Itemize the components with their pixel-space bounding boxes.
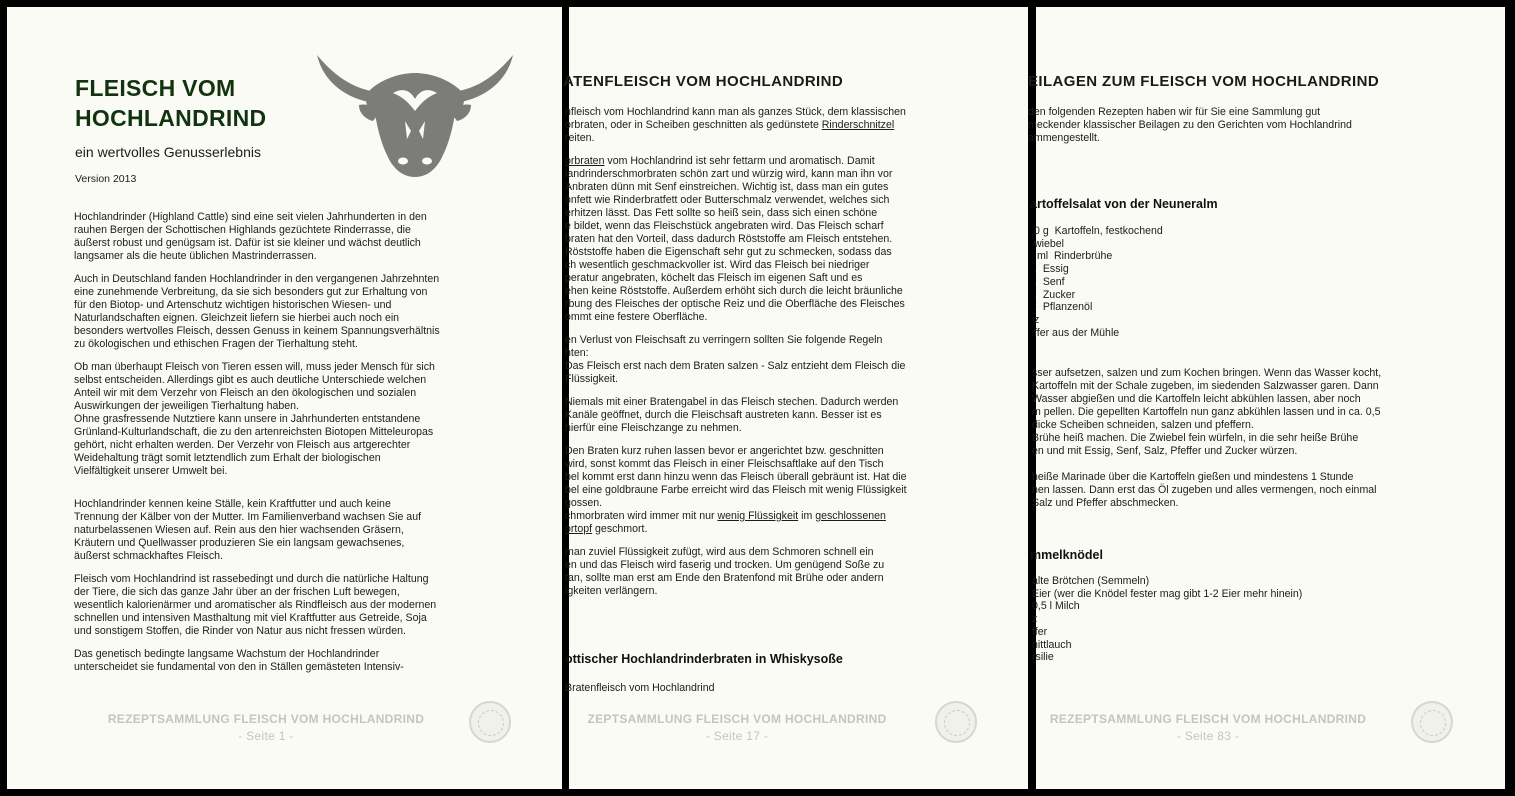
highland-cattle-head-icon bbox=[315, 47, 515, 182]
paragraph: man zuviel Flüssigkeit zufügt, wird aus dem Schmoren schnell ein en und das Fleisch wird faserig und trocken. Um genügend Soße zu tan, sollte man erst am Ende den Bratenfond mit Brühe oder andern igkeiten verlängern. bbox=[565, 546, 885, 597]
paragraph: Hochlandrinder kennen keine Ställe, kein Kraftfutter und auch keine Trennung der Kälber von der Mutter. Im Familienverband wachsen Sie auf naturbelassenen Wiesen auf. Rein aus den hier wachsenden Gräsern, Kräutern und Quellwasser produzieren Sie ein langsam gewachsenes, äußerst schmackhaftes Fleisch. bbox=[74, 498, 422, 562]
document-page-17 bbox=[563, 7, 1028, 789]
footer-page-number: - Seite 17 - bbox=[705, 729, 769, 743]
paragraph: Auch in Deutschland fanden Hochlandrinder in den vergangenen Jahrzehnten eine zunehmende Verbreitung, da sie sich besonders gut zur Erhaltung von für den Biotop- und Artenschutz wichtigen historischen Wiesen- und Naturlandschaften eignen. Gleichzeit liefern sie hierbei auch noch ein besonders wertvolles Fleisch, dessen Genuss in keinem Spannungsverhältnis zu ökologischen und ethischen Fragen der Tierhaltung steht. bbox=[74, 273, 440, 350]
ingredient-line: ffer aus der Mühle bbox=[1034, 326, 1120, 339]
footer-title: REZEPTSAMMLUNG FLEISCH VOM HOCHLANDRIND bbox=[107, 712, 425, 726]
rules-list bbox=[565, 360, 965, 471]
ingredient-line: . Essig bbox=[1034, 263, 1069, 276]
ingredient-line: 0 g Kartoffeln, festkochend bbox=[1034, 225, 1163, 237]
ingredient-line: . Zucker bbox=[1034, 288, 1076, 301]
link-geschlossenen[interactable]: geschlossenen bbox=[815, 510, 886, 522]
ingredient-line: . Pflanzenöl bbox=[1034, 301, 1093, 314]
list-item: Den Braten kurz ruhen lassen bevor er angerichtet bzw. geschnitten wird, sonst kommt das Fleisch in einer Fleischsaftlake auf den Tisch bbox=[565, 445, 884, 470]
ingredient-line: rsilie bbox=[1032, 651, 1054, 664]
list-item: Niemals mit einer Bratengabel in das Fleisch stechen. Dadurch werden Kanäle geöffnet, durch die Fleischsaft austreten kann. Besser ist es hierfür eine Fleischzange zu nehmen. bbox=[565, 396, 899, 434]
link-schmorbraten[interactable]: orbraten bbox=[565, 155, 605, 167]
page-footer bbox=[1028, 712, 1388, 743]
footer-page-number: - Seite 1 - bbox=[238, 729, 294, 743]
page-footer bbox=[66, 712, 466, 743]
ingredient-line: 0,5 l Milch bbox=[1032, 600, 1080, 613]
ingredient-line: . Senf bbox=[1034, 275, 1065, 288]
seal-logo-icon bbox=[1411, 701, 1453, 743]
ingredient-line: ml Rinderbrühe bbox=[1034, 250, 1113, 263]
paragraph: Hochlandrinder (Highland Cattle) sind eine seit vielen Jahrhunderten in den rauhen Bergen der Schottischen Highlands gezüchtete Rinderrasse, die äußerst robust und genügsam ist. Dafür ist sie kleiner und wächst deutlich langsamer als die heute üblichen Mastrinderrassen. bbox=[74, 211, 427, 262]
page-subtitle: ein wertvolles Genusserlebnis bbox=[75, 144, 261, 160]
list-item: Das Fleisch erst nach dem Braten salzen - Salz entzieht dem Fleisch die Flüssigkeit. bbox=[565, 360, 906, 385]
paragraph: chmorbraten wird immer mit nur wenig Flüssigkeit im geschlossenen ortopf geschmort. bbox=[565, 510, 886, 535]
ingredient-line: z bbox=[1034, 313, 1040, 326]
page-title: EILAGEN ZUM FLEISCH VOM HOCHLANDRIND bbox=[1028, 73, 1380, 90]
link-rinderschnitzel[interactable]: Rinderschnitzel bbox=[821, 119, 895, 131]
ingredient-list bbox=[1034, 225, 1163, 339]
ingredient-list bbox=[1032, 575, 1302, 664]
paragraph: bel kommt erst dann hinzu wenn das Fleisch überall gebräunt ist. Hat die bel eine goldbraune Farbe erreicht wird das Fleisch mit wenig Flüssigkeit gossen. bbox=[565, 471, 907, 509]
ingredient-line: z bbox=[1032, 613, 1038, 626]
document-page-1 bbox=[7, 7, 562, 789]
paragraph: Ob man überhaupt Fleisch von Tieren essen will, muss jeder Mensch für sich selbst entscheiden. Allerdings gibt es auch deutliche Unterschiede welchen Anteil wir mit dem Verzehr von Fleisch an den ökologischen und sozialen Auswirkungen der jeweiligen Tierhaltung haben. Ohne grasfressende Nutztiere kann unsere in Jahrhunderten entstandene Grünland-Kulturlandschaft, die zu den artenreichsten Biotopen Mitteleuropas gehört, nicht erhalten werden. Der Verzehr von Fleisch aus artgerechter Weidehaltung trägt somit letztendlich zum Erhalt der biologischen Vielfältigkeit unserer Umwelt bei. bbox=[74, 361, 435, 477]
version-label: Version 2013 bbox=[75, 173, 137, 185]
page-title: ATENFLEISCH VOM HOCHLANDRIND bbox=[563, 73, 844, 90]
ingredient-line: Eier (wer die Knödel fester mag gibt 1-2 Eier mehr hinein) bbox=[1032, 587, 1303, 600]
ingredient-line: ffer bbox=[1032, 625, 1048, 638]
recipe-title: artoffelsalat von der Neuneralm bbox=[1030, 197, 1218, 211]
paragraph: en Verlust von Fleischsaft zu verringern sollten Sie folgende Regeln hten: bbox=[565, 334, 883, 359]
footer-page-number: - Seite 83 - bbox=[1176, 729, 1240, 743]
footer-title: REZEPTSAMMLUNG FLEISCH VOM HOCHLANDRIND bbox=[1049, 712, 1367, 726]
seal-logo-icon bbox=[935, 701, 977, 743]
paragraph: Fleisch vom Hochlandrind ist rassebedingt und durch die natürliche Haltung der Tiere, die sich das ganze Jahr über an der frischen Luft bewegen, wesentlich kalorienärmer und aromatischer als Rindfleisch aus der modernen schnellen und intensiven Masthaltung mit viel Kraftfutter aus Getreide, Soja und sonstigem Stoffen, die Rinder von Natur aus nicht fressen würden. bbox=[74, 573, 437, 637]
paragraph: Das genetisch bedingte langsame Wachstum der Hochlandrinder unterscheidet sie fundamental von den in Ställen gemästeten Intensiv- bbox=[74, 648, 404, 673]
link-wenig-fluessigkeit[interactable]: wenig Flüssigkeit bbox=[717, 510, 799, 522]
paragraph: nfleisch vom Hochlandrind kann man als ganzes Stück, dem klassischen orbraten, oder in Scheiben geschnitten als gedünstete Rinderschnitzel reiten. bbox=[565, 106, 906, 144]
preparation-text: sser aufsetzen, salzen und zum Kochen bringen. Wenn das Wasser kocht, Kartoffeln mit der Schale zugeben, im siedenden Salzwasser garen. Dann Wasser abgießen und die Kartoffeln leicht abkühlen lassen, aber noch m pellen. Die gepellten Kartoffeln nun ganz abkühlen lassen und in ca. 0,5 dicke Scheiben schneiden, salzen und pfeffern. Brühe heiß machen. Die Zwiebel fein würfeln, in die sehr heiße Brühe en und mit Essig, Senf, Salz, Pfeffer und Zucker würzen. heiße Marinade über die Kartoffeln gießen und mindestens 1 Stunde hen lassen. Dann erst das Öl zugeben und alles vermengen, noch einmal Salz und Pfeffer abschmecken. bbox=[1032, 367, 1382, 509]
paragraph: orbraten vom Hochlandrind ist sehr fettarm und aromatisch. Damit landrinderschmorbraten schön zart und würzig wird, kann man ihn vor Anbraten dünn mit Senf einstreichen. Wichtig ist, dass man ein gutes onfett wie Rinderbratfett oder Butterschmalz verwendet, welches sich erhitzen lässt. Das Fett sollte so heiß sein, dass sich einen schöne e bildet, wenn das Fleischstück angebraten wird. Das Fleisch scharf braten hat den Vorteil, dass dadurch Röststoffe am Fleisch entstehen. Röststoffe haben die Eigenschaft sehr gut zu schmecken, sodass das ch wesentlich geschmackvoller ist. Wird das Fleisch bei niedriger peratur angebraten, köchelt das Fleisch im eigenen Saft und es ehen keine Röststoffe. Außerdem erhöht sich durch die leicht bräunliche rbung des Fleisches der optische Reiz und die Oberfläche des Fleisches ommt eine festere Oberfläche. bbox=[565, 155, 905, 323]
intro-text: den folgenden Rezepten haben wir für Sie eine Sammlung gut meckender klassischer Beilagen zu den Gerichten vom Hochlandrind ammengestellt. bbox=[1028, 106, 1352, 144]
intro-text bbox=[74, 211, 504, 674]
footer-title: ZEPTSAMMLUNG FLEISCH VOM HOCHLANDRIND bbox=[587, 712, 887, 726]
ingredient-line: Bratenfleisch vom Hochlandrind bbox=[565, 682, 715, 694]
seal-logo-icon bbox=[469, 701, 511, 743]
document-page-83 bbox=[1028, 7, 1505, 789]
page-footer bbox=[567, 712, 907, 743]
body-text bbox=[565, 106, 965, 598]
ingredient-line: alte Brötchen (Semmeln) bbox=[1032, 575, 1150, 587]
link-schmortopf[interactable]: ortopf bbox=[565, 523, 593, 535]
ingredient-line: wiebel bbox=[1034, 237, 1065, 250]
recipe-title: mmelknödel bbox=[1030, 548, 1103, 562]
recipe-title: ottischer Hochlandrinderbraten in Whiskysoße bbox=[565, 652, 843, 666]
ingredient-line: nittlauch bbox=[1032, 638, 1072, 651]
page-title: FLEISCH VOM HOCHLANDRIND bbox=[75, 75, 267, 131]
